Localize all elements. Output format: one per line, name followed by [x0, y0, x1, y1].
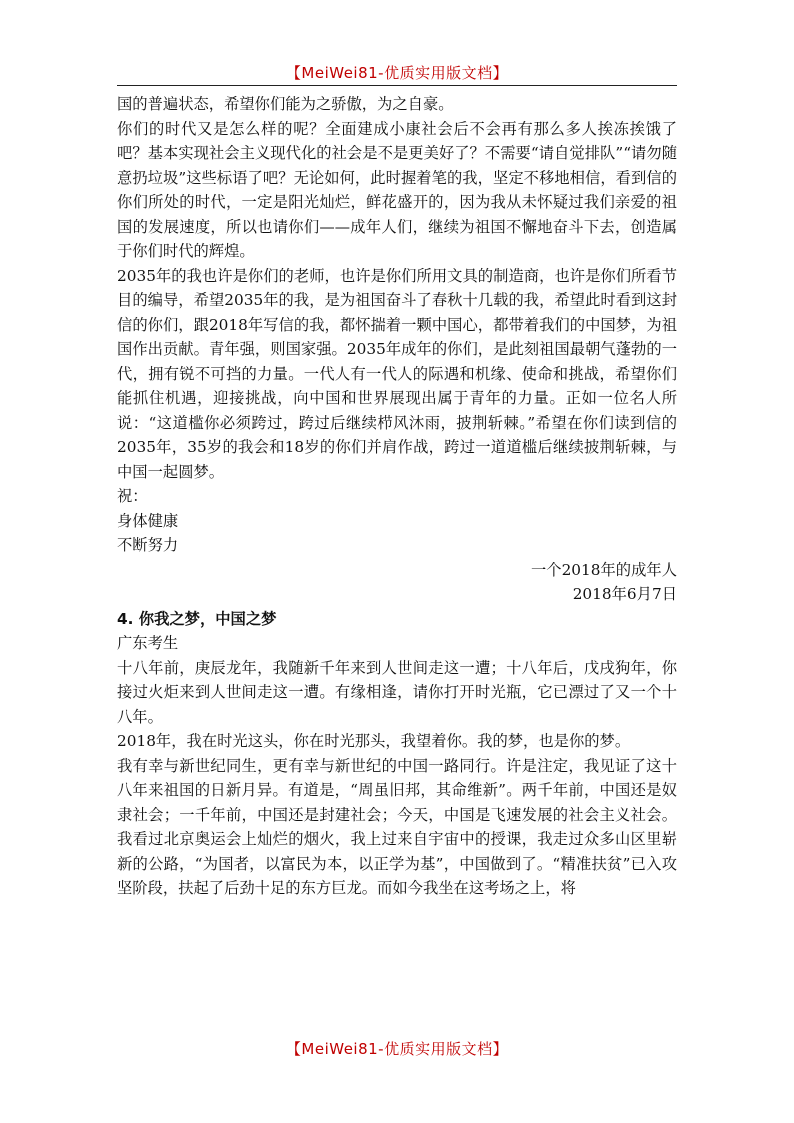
closing-wish-effort: 不断努力 [117, 536, 179, 554]
letter-date: 2018年6月7日 [572, 585, 677, 603]
paragraph: 2018年，我在时光这头，你在时光那头，我望着你。我的梦，也是你的梦。 [117, 732, 631, 750]
paragraph: 我有幸与新世纪同生，更有幸与新世纪的中国一路同行。许是注定，我见证了这十八年来祖国的日新月异。有道是，“周虽旧邦，其命维新”。两千年前，中国还是奴隶社会；一千年前，中国还是封建社会；今天，中国是飞速发展的社会主义社会。我看过北京奥运会上灿烂的烟火，我上过来自宇宙中的授课，我走过众多山区里崭新的公路，“为国者，以富民为本，以正学为基”，中国做到了。“精准扶贫”已入攻坚阶段，扶起了后劲十足的东方巨龙。而如今我坐在这考场之上，将 [117, 756, 677, 897]
paragraph: 2035年的我也许是你们的老师，也许是你们所用文具的制造商，也许是你们所看节目的编导，希望2035年的我，是为祖国奋斗了春秋十几载的我，希望此时看到这封信的你们，跟2018年写信的我，都怀揣着一颗中国心，都带着我们的中国梦，为祖国作出贡献。青年强，则国家强。2035年成年的你们，是此刻祖国最朝气蓬勃的一代，拥有锐不可挡的力量。一代人有一代人的际遇和机缘、使命和挑战，希望你们能抓住机遇，迎接挑战，向中国和世界展现出属于青年的力量。正如一位名人所说：“这道槛你必须跨过，跨过后继续栉风沐雨，披荆斩棘。”希望在你们读到信的2035年，35岁的我会和18岁的你们并肩作战，跨过一道道槛后继续披荆斩棘，与中国一起圆梦。 [117, 266, 677, 481]
closing-wish-health: 身体健康 [117, 511, 179, 530]
page-footer: 【MeiWei81-优质实用版文档】 [285, 1040, 509, 1058]
author-line: 广东考生 [117, 634, 179, 652]
paragraph: 十八年前，庚辰龙年，我随新千年来到人世间走这一遭；十八年后，戊戌狗年，你接过火炬来到人世间走这一遭。有缘相逢，请你打开时光瓶，它已漂过了又一个十八年。 [117, 658, 677, 726]
document-body [117, 92, 677, 901]
header-divider [117, 85, 677, 86]
paragraph: 国的普遍状态，希望你们能为之骄傲，为之自豪。 [117, 95, 454, 113]
section-title: 4. 你我之梦，中国之梦 [117, 609, 277, 628]
paragraph: 你们的时代又是怎么样的呢？全面建成小康社会后不会再有那么多人挨冻挨饿了吧？基本实现社会主义现代化的社会是不是更美好了？不需要“请自觉排队”“请勿随意扔垃圾”这些标语了吧？无论如何，此时握着笔的我，坚定不移地相信，看到信的你们所处的时代，一定是阳光灿烂，鲜花盛开的，因为我从未怀疑过我们亲爱的祖国的发展速度，所以也请你们——成年人们，继续为祖国不懈地奋斗下去，创造属于你们时代的辉煌。 [117, 119, 677, 260]
signature: 一个2018年的成年人 [530, 560, 677, 579]
page-header: 【MeiWei81-优质实用版文档】 [285, 64, 509, 82]
closing-greeting: 祝： [117, 487, 148, 505]
